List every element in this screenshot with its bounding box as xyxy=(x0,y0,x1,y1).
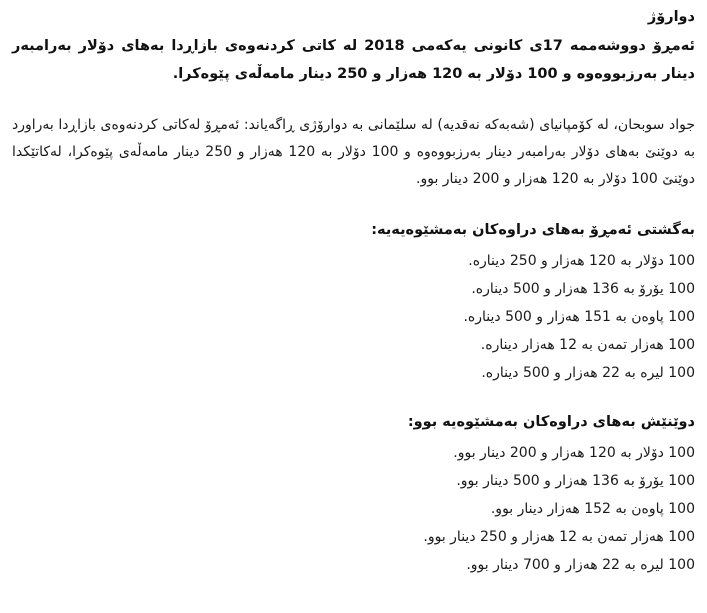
yesterday-rates-heading: دوێنێش بەهای دراوەکان بەمشێوەیە بوو: xyxy=(407,414,695,430)
article-body-paragraph: جواد سوبحان، لە کۆمپانیای (شەبەکە نەقدیە) لە سلێمانی بە دوارۆژی ڕاگەیاند: ئەمڕۆ لەکاتی کردنەوەی بازاڕدا بەراورد بە دوێنێ بەهای دۆلار بەرامبەر دینار بەرزبووەوە و 100 دۆلار بە 120 هەزار و 250 دینار مامەڵەی پێوەکرا، لەکاتێکدا دوێنێ 100 دۆلار بە 120 هەزار و 200 دینار بوو. xyxy=(12,117,695,187)
yesterday-rate-item-toman: 100 هەزار تمەن بە 12 هەزار و 250 دینار بوو. xyxy=(423,529,695,545)
today-rates-heading: بەگشتی ئەمڕۆ بەهای دراوەکان بەمشێوەیەیە: xyxy=(371,222,695,238)
today-rate-item-gbp: 100 پاوەن بە 151 هەزار و 500 دینارە. xyxy=(463,309,695,325)
yesterday-rate-item-gbp: 100 پاوەن بە 152 هەزار دینار بوو. xyxy=(490,501,695,517)
yesterday-rates-list xyxy=(12,439,695,579)
yesterday-rate-item-lira: 100 لیرە بە 22 هەزار و 700 دینار بوو. xyxy=(466,557,695,573)
article-lead: ئەمڕۆ دووشەممە 17ی کانونی یەکەمی 2018 لە کاتی کردنەوەی بازاڕدا بەهای دۆلار بەرامبەر دینار بەرزبووەوە و 100 دۆلار بە 120 هەزار و 250 دینار مامەڵەی پێوەکرا. xyxy=(12,38,695,82)
yesterday-rate-item-usd: 100 دۆلار بە 120 هەزار و 200 دینار بوو. xyxy=(453,445,695,461)
yesterday-rate-item-eur: 100 یۆرۆ بە 136 هەزار و 500 دینار بوو. xyxy=(456,473,695,489)
today-rate-item-toman: 100 هەزار تمەن بە 12 هەزار دینارە. xyxy=(480,337,695,353)
today-rate-item-eur: 100 یۆرۆ بە 136 هەزار و 500 دینارە. xyxy=(471,281,695,297)
today-rate-item-usd: 100 دۆلار بە 120 هەزار و 250 دینارە. xyxy=(468,253,695,269)
today-rate-item-lira: 100 لیرە بە 22 هەزار و 500 دینارە. xyxy=(481,365,695,381)
today-rates-list xyxy=(12,247,695,387)
article-kicker: دوارۆژ xyxy=(647,9,695,25)
